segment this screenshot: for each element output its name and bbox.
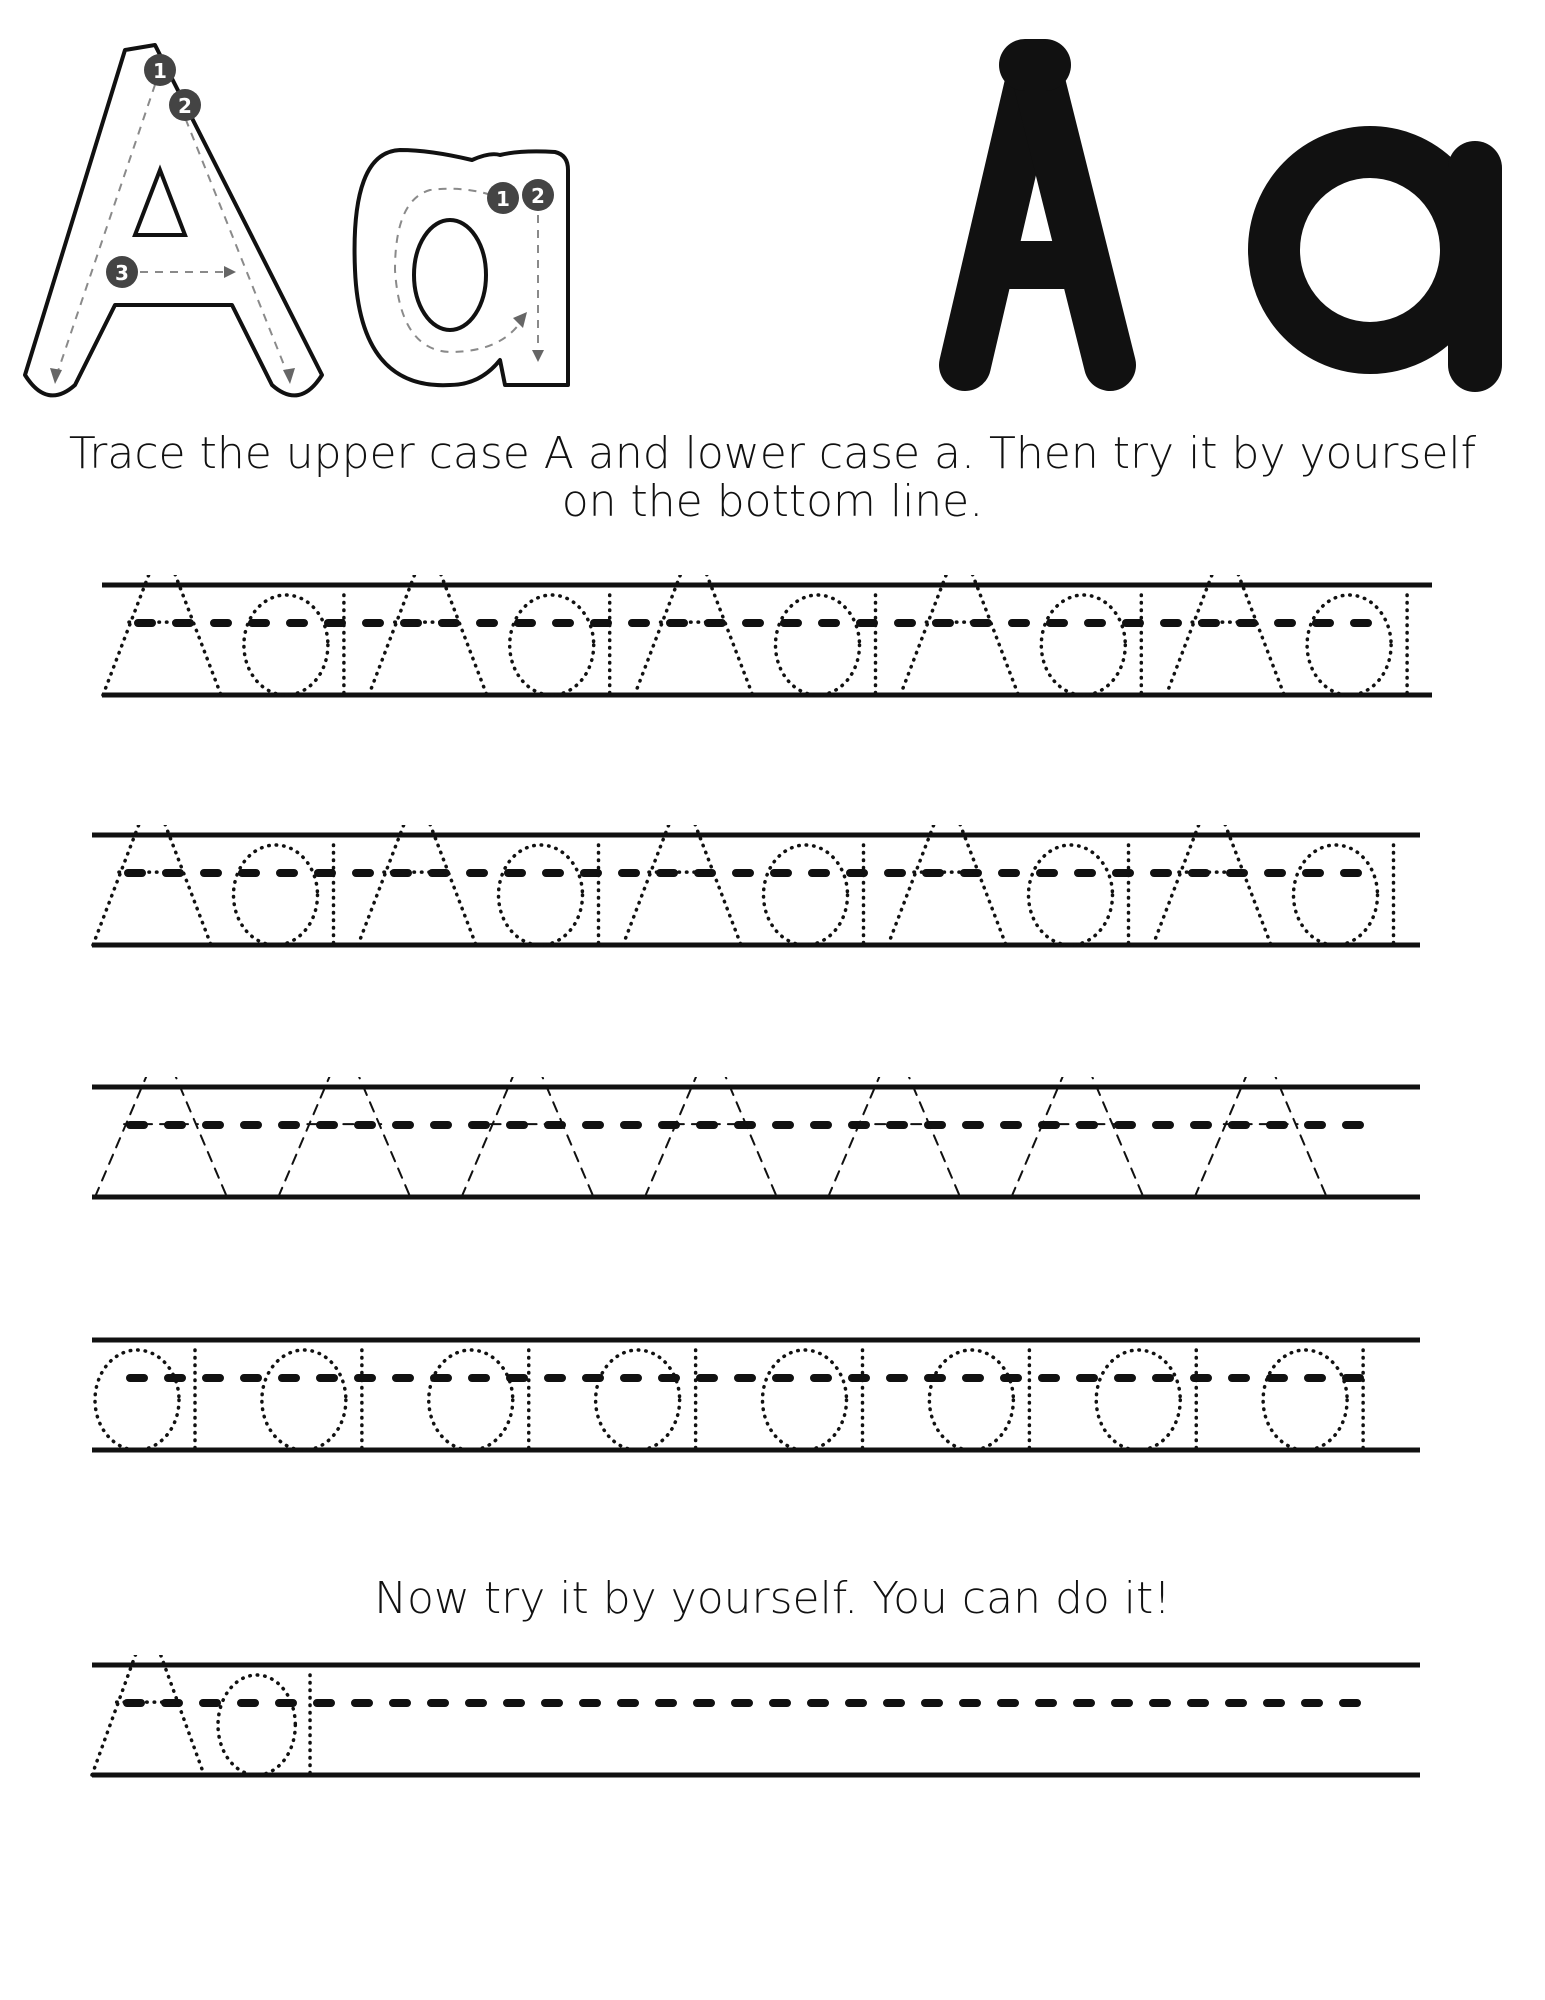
instruction-text (60, 430, 1485, 526)
trace-letter-lowercase-a (776, 595, 876, 695)
trace-letter-uppercase-a (95, 1077, 227, 1197)
trace-letter-lowercase-a (95, 1350, 195, 1450)
trace-letter-lowercase-a (596, 1350, 696, 1450)
trace-letter-uppercase-a (1166, 575, 1284, 695)
solid-uppercase-a (965, 65, 1110, 365)
practice-row-canvas (0, 575, 1545, 755)
practice-row-1[interactable] (0, 575, 1545, 755)
trace-letter-lowercase-a (1294, 845, 1394, 945)
trace-letter-uppercase-a (462, 1077, 594, 1197)
trace-letter-uppercase-a (888, 825, 1006, 945)
instruction-line-1: Trace the upper case A and lower case a. Then try it by yourself (68, 428, 1477, 479)
trace-letter-lowercase-a (763, 1350, 863, 1450)
trace-letter-lowercase-a (499, 845, 599, 945)
encouragement-line: Now try it by yourself. You can do it! (374, 1573, 1171, 1624)
trace-letter-uppercase-a (623, 825, 741, 945)
trace-letter-lowercase-a (1096, 1350, 1196, 1450)
trace-letter-lowercase-a (429, 1350, 529, 1450)
trace-letter-uppercase-a (645, 1077, 777, 1197)
practice-row-2[interactable] (0, 825, 1545, 1005)
trace-letter-uppercase-a (1195, 1077, 1327, 1197)
stroke-number-3: 3 (115, 261, 129, 285)
solid-lowercase-a (1274, 152, 1475, 365)
trace-letter-lowercase-a (764, 845, 864, 945)
practice-row-canvas (0, 1655, 1545, 1835)
encouragement-text (60, 1575, 1485, 1623)
trace-letter-lowercase-a (1263, 1350, 1363, 1450)
trace-letter-lowercase-a (262, 1350, 362, 1450)
stroke-number-1: 1 (153, 59, 167, 83)
trace-letter-uppercase-a (278, 1077, 410, 1197)
trace-letter-uppercase-a (828, 1077, 960, 1197)
stroke-number-1: 1 (496, 187, 510, 211)
stroke-number-2: 2 (178, 94, 192, 118)
trace-letter-lowercase-a (1307, 595, 1407, 695)
trace-letter-uppercase-a (93, 825, 211, 945)
practice-row-canvas (0, 1330, 1545, 1510)
trace-letter-uppercase-a (1011, 1077, 1143, 1197)
stroke-number-2: 2 (531, 184, 545, 208)
trace-guide-letters (0, 0, 760, 420)
trace-letter-uppercase-a (1153, 825, 1271, 945)
trace-letter-lowercase-a (218, 1675, 310, 1775)
trace-letter-uppercase-a (369, 575, 487, 695)
trace-letter-lowercase-a (234, 845, 334, 945)
practice-row-4[interactable] (0, 1330, 1545, 1510)
trace-letter-uppercase-a (358, 825, 476, 945)
trace-letter-uppercase-a (635, 575, 753, 695)
trace-letter-uppercase-a (103, 575, 221, 695)
trace-letter-uppercase-a (92, 1655, 204, 1775)
practice-row-5[interactable] (0, 1655, 1545, 1835)
trace-letter-lowercase-a (1041, 595, 1141, 695)
trace-letter-lowercase-a (1029, 845, 1129, 945)
practice-row-canvas (0, 825, 1545, 1005)
solid-letters-example (920, 0, 1545, 420)
practice-row-canvas (0, 1077, 1545, 1257)
instruction-line-2: on the bottom line. (561, 476, 984, 527)
practice-row-3[interactable] (0, 1077, 1545, 1257)
trace-letter-lowercase-a (510, 595, 610, 695)
trace-letter-uppercase-a (900, 575, 1018, 695)
trace-letter-lowercase-a (929, 1350, 1029, 1450)
trace-letter-lowercase-a (244, 595, 344, 695)
